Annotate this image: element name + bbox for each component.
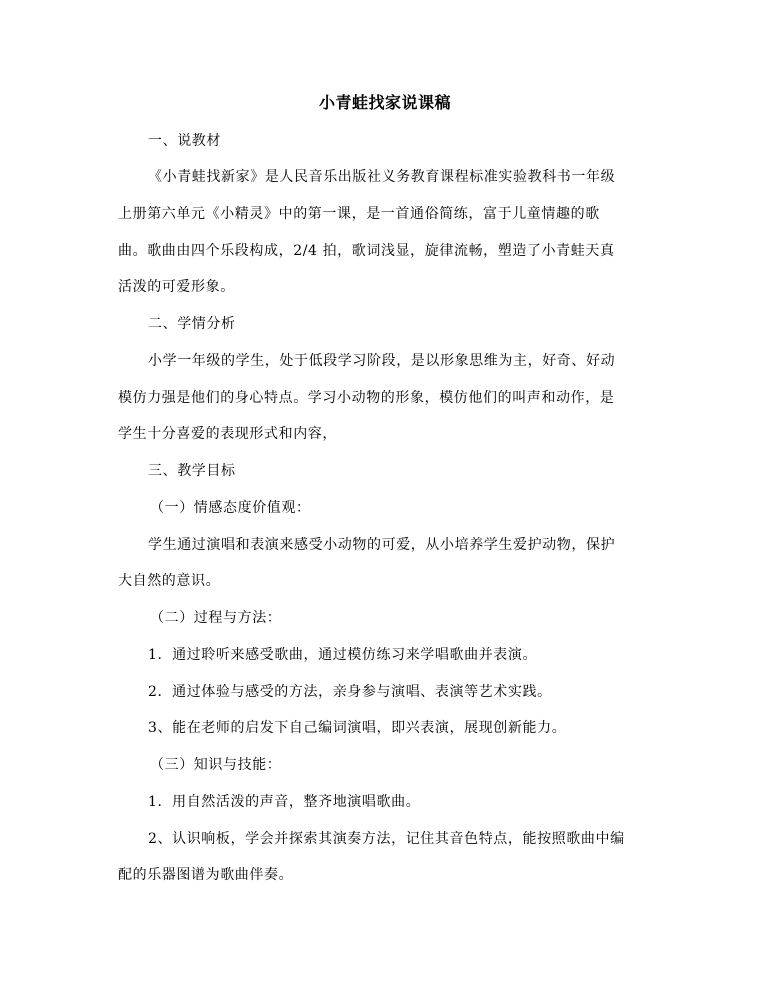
paragraph-line: 大自然的意识。 — [118, 573, 221, 589]
section-heading-teaching-goals: 三、教学目标 — [148, 463, 236, 479]
paragraph-line: 活泼的可爱形象。 — [118, 279, 235, 295]
section-heading-teaching-material: 一、说教材 — [148, 133, 221, 149]
list-item: 1．用自然活泼的声音，整齐地演唱歌曲。 — [148, 794, 421, 810]
paragraph-line: 《小青蛙找新家》是人民音乐出版社义务教育课程标准实验教科书一年级 — [148, 169, 616, 185]
document-title: 小青蛙找家说课稿 — [318, 93, 451, 112]
list-item: 1．通过聆听来感受歌曲，通过模仿练习来学唱歌曲并表演。 — [148, 647, 538, 663]
subheading-process-methods: （二）过程与方法： — [150, 610, 282, 626]
list-item: 3、能在老师的启发下自己编词演唱，即兴表演，展现创新能力。 — [148, 720, 567, 736]
paragraph-line: 小学一年级的学生，处于低段学习阶段，是以形象思维为主，好奇、好动 — [148, 353, 616, 369]
subheading-emotion-values: （一）情感态度价值观： — [150, 500, 311, 516]
list-item: 2．通过体验与感受的方法，亲身参与演唱、表演等艺术实践。 — [148, 684, 552, 700]
section-heading-learner-analysis: 二、学情分析 — [148, 316, 236, 332]
paragraph-line: 模仿力强是他们的身心特点。学习小动物的形象，模仿他们的叫声和动作，是 — [118, 390, 615, 406]
subheading-knowledge-skills: （三）知识与技能： — [150, 757, 282, 773]
list-item: 2、认识响板，学会并探索其演奏方法，记住其音色特点，能按照歌曲中编 — [148, 831, 625, 847]
paragraph-line: 曲。歌曲由四个乐段构成，2/4 拍，歌词浅显，旋律流畅，塑造了小青蛙天真 — [118, 243, 615, 259]
paragraph-line: 上册第六单元《小精灵》中的第一课，是一首通俗简练，富于儿童情趣的歌 — [118, 206, 600, 222]
paragraph-line: 学生通过演唱和表演来感受小动物的可爱，从小培养学生爱护动物，保护 — [148, 537, 616, 553]
paragraph-line: 学生十分喜爱的表现形式和内容， — [118, 426, 337, 442]
paragraph-line: 配的乐器图谱为歌曲伴奏。 — [118, 867, 294, 883]
